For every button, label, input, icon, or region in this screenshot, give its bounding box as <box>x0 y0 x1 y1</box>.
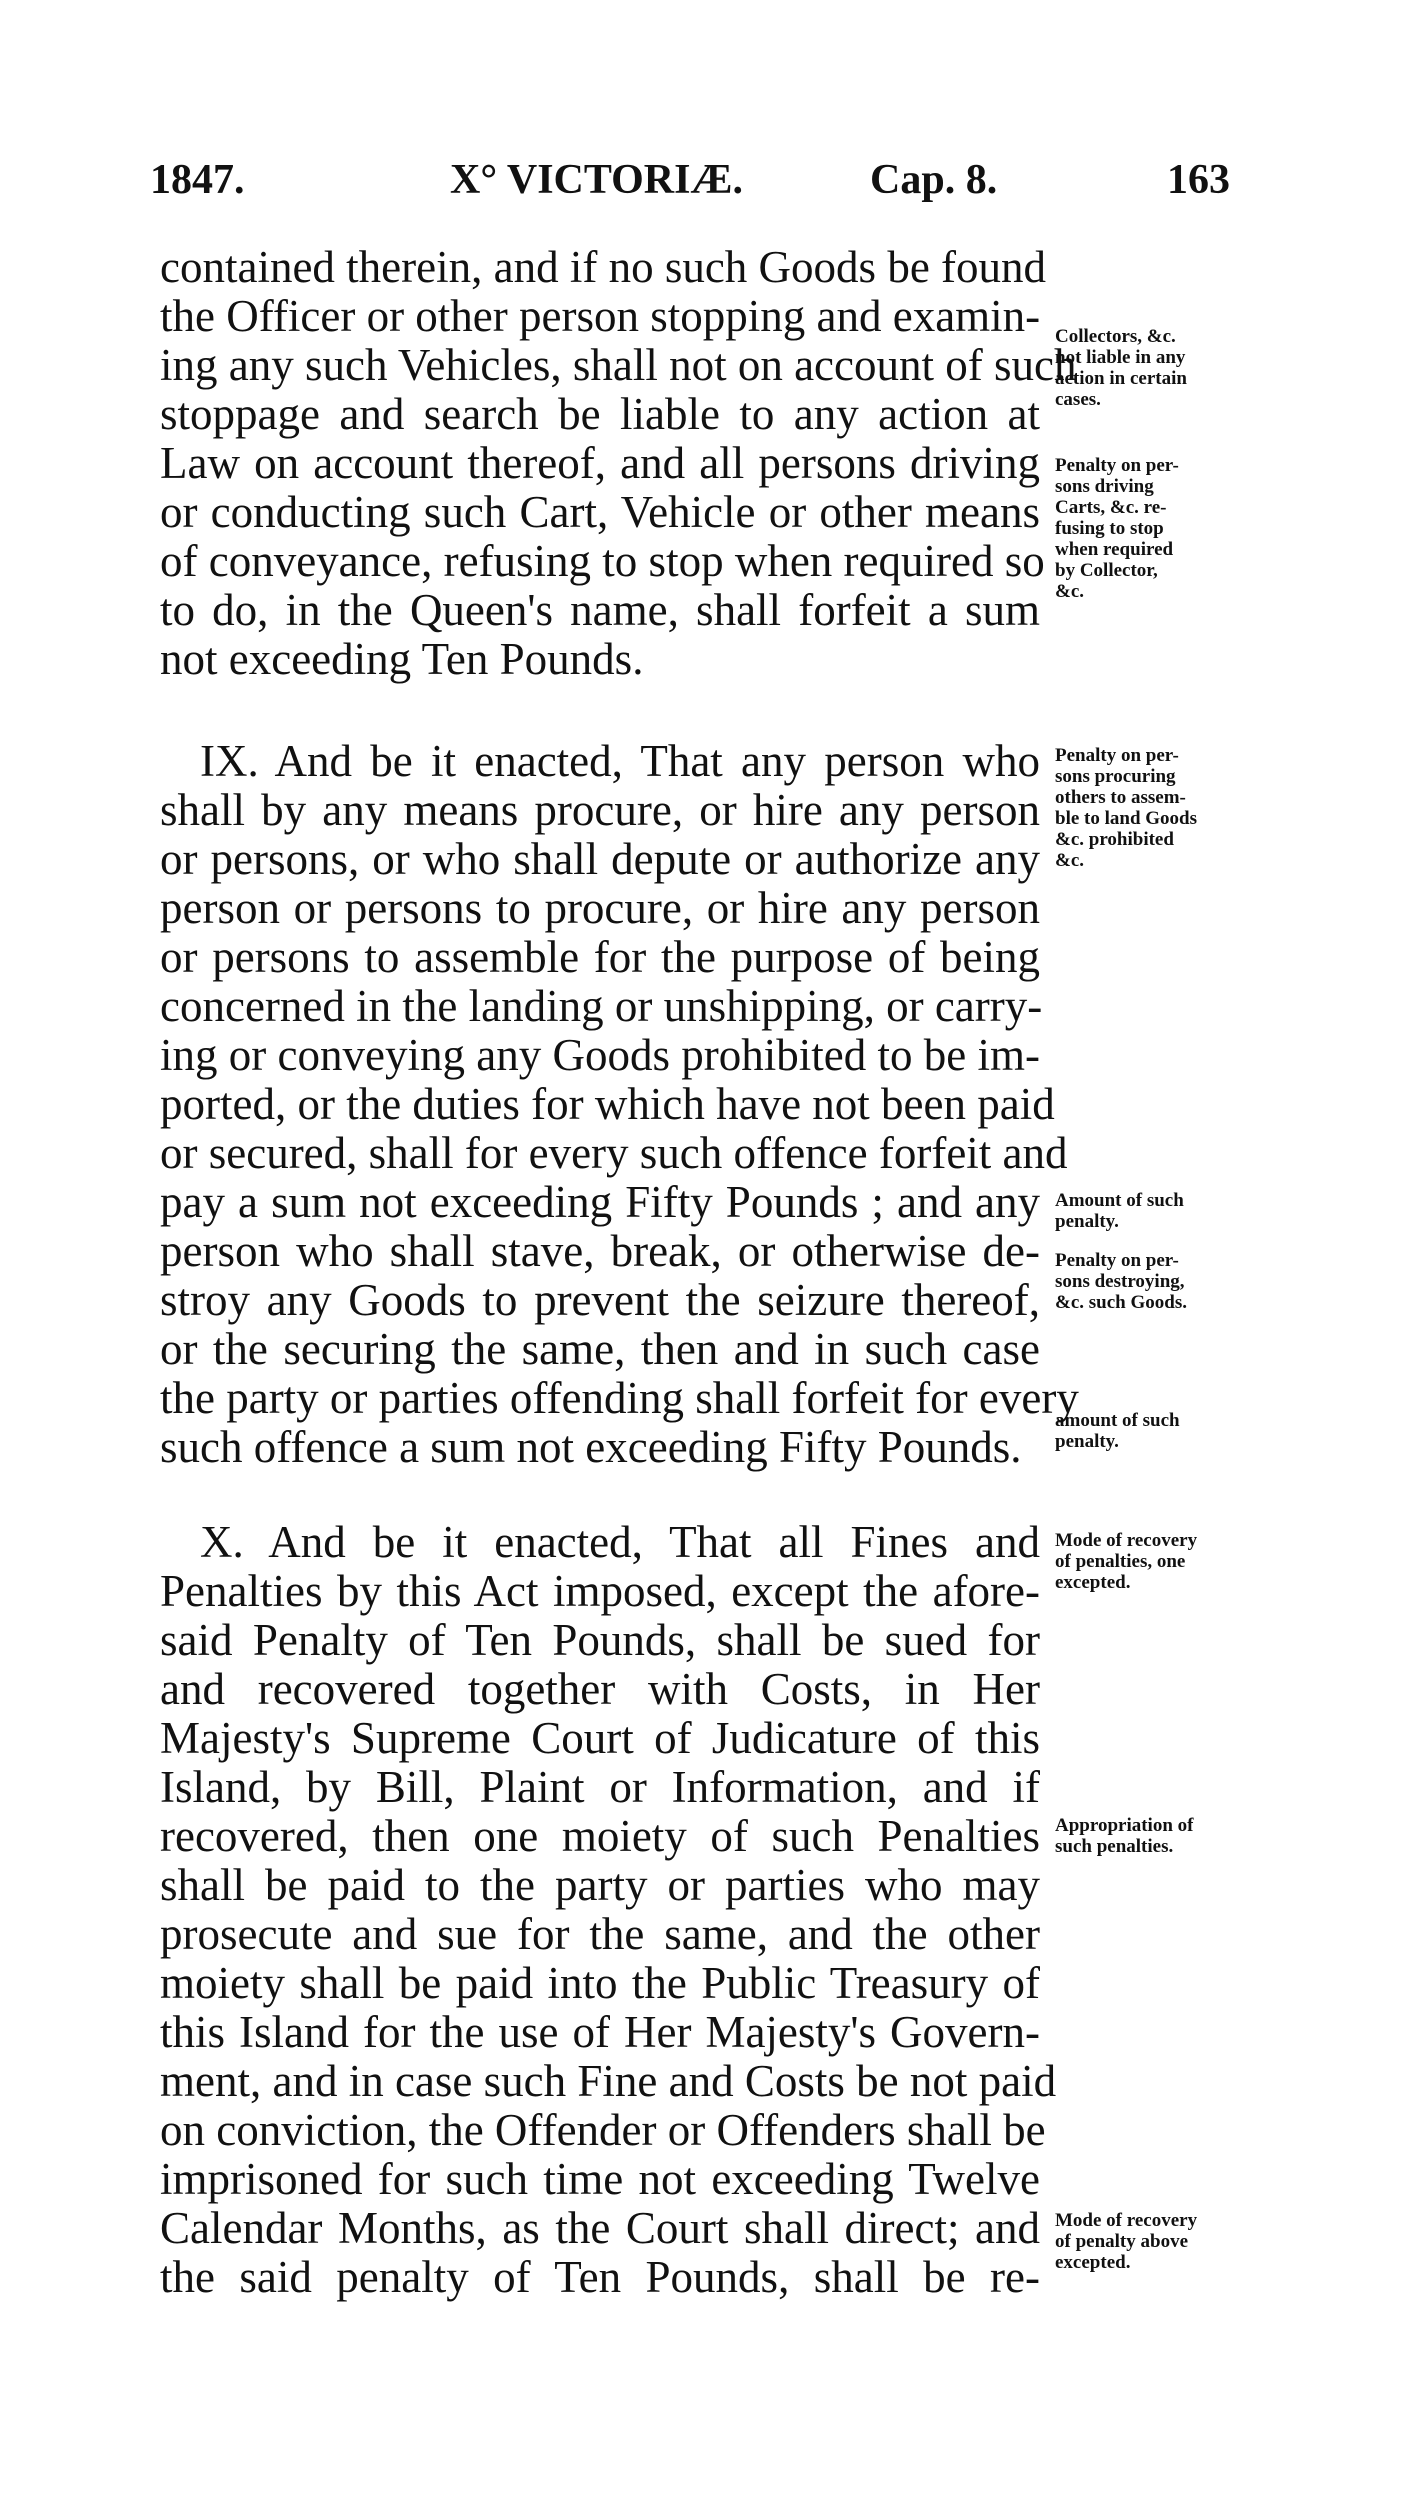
text-line: contained therein, and if no such Goods be found <box>160 242 1047 292</box>
text-line: Penalties by this Act imposed, except the afore- <box>160 1566 1040 1616</box>
text-line: said Penalty of Ten Pounds, shall be sued for <box>160 1615 1040 1665</box>
text-line: recovered, then one moiety of such Penalties <box>160 1811 1040 1861</box>
margin-note-penalty-drivers: Penalty on per- sons driving Carts, &c. re- fusing to stop when required by Collector, &c. <box>1055 455 1179 602</box>
text-line: on conviction, the Offender or Offenders shall be <box>160 2105 1046 2155</box>
margin-note-amount-1: Amount of such penalty. <box>1055 1190 1184 1232</box>
text-line: concerned in the landing or unshipping, or carry- <box>160 981 1043 1031</box>
text-line: pay a sum not exceeding Fifty Pounds ; and any <box>160 1177 1040 1227</box>
text-line: this Island for the use of Her Majesty's Govern- <box>160 2007 1040 2057</box>
text-line: stroy any Goods to prevent the seizure thereof, <box>160 1275 1040 1325</box>
margin-note-mode-recovery: Mode of recovery of penalties, one excepted. <box>1055 1530 1198 1593</box>
header-year: 1847. <box>150 157 245 203</box>
text-line: Law on account thereof, and all persons driving <box>160 438 1040 488</box>
text-line: of conveyance, refusing to stop when required so <box>160 536 1045 586</box>
margin-note-appropriation: Appropriation of such penalties. <box>1055 1815 1194 1857</box>
text-line: IX. And be it enacted, That any person who <box>200 736 1040 786</box>
text-line: the said penalty of Ten Pounds, shall be re- <box>160 2252 1040 2302</box>
text-line: stoppage and search be liable to any action at <box>160 389 1040 439</box>
paragraph-continuation <box>160 242 1077 684</box>
margin-note-penalty-procuring: Penalty on per- sons procuring others to assem- ble to land Goods &c. prohibited &c. <box>1055 745 1198 871</box>
page-number: 163 <box>1167 157 1230 203</box>
text-line: ported, or the duties for which have not been paid <box>160 1079 1055 1129</box>
text-line: ment, and in case such Fine and Costs be not paid <box>160 2056 1057 2106</box>
text-line: or persons to assemble for the purpose of being <box>160 932 1040 982</box>
text-line: or the securing the same, then and in such case <box>160 1324 1040 1374</box>
text-line: the Officer or other person stopping and examin- <box>160 291 1041 341</box>
margin-note-amount-2: amount of such penalty. <box>1055 1410 1180 1452</box>
header-title: X° VICTORIÆ. <box>450 157 743 203</box>
section-x <box>160 1517 1057 2302</box>
text-line: to do, in the Queen's name, shall forfeit a sum <box>160 585 1040 635</box>
text-line: moiety shall be paid into the Public Treasury of <box>160 1958 1040 2008</box>
text-line: Majesty's Supreme Court of Judicature of this <box>160 1713 1040 1763</box>
text-line: prosecute and sue for the same, and the other <box>160 1909 1040 1959</box>
text-line: Calendar Months, as the Court shall direct; and <box>160 2203 1040 2253</box>
text-line: shall be paid to the party or parties who may <box>160 1860 1040 1910</box>
text-line: and recovered together with Costs, in Her <box>160 1664 1040 1714</box>
text-line: or conducting such Cart, Vehicle or other means <box>160 487 1040 537</box>
text-line: person or persons to procure, or hire any person <box>160 883 1040 933</box>
text-line: X. And be it enacted, That all Fines and <box>200 1517 1040 1567</box>
text-line: the party or parties offending shall forfeit for every <box>160 1373 1079 1423</box>
text-line: not exceeding Ten Pounds. <box>160 634 644 684</box>
margin-note-mode-recovery-above: Mode of recovery of penalty above excepted. <box>1055 2210 1198 2273</box>
text-line: or persons, or who shall depute or authorize any <box>160 834 1040 884</box>
text-line: ing any such Vehicles, shall not on account of such <box>160 340 1077 390</box>
text-line: shall by any means procure, or hire any person <box>160 785 1040 835</box>
text-line: person who shall stave, break, or otherwise de- <box>160 1226 1040 1276</box>
text-line: Island, by Bill, Plaint or Information, and if <box>160 1762 1040 1812</box>
header-chapter: Cap. 8. <box>870 157 998 203</box>
text-line: imprisoned for such time not exceeding Twelve <box>160 2154 1040 2204</box>
text-line: such offence a sum not exceeding Fifty Pounds. <box>160 1422 1022 1472</box>
section-ix <box>160 736 1079 1472</box>
running-header <box>150 150 1230 210</box>
text-line: ing or conveying any Goods prohibited to be im- <box>160 1030 1040 1080</box>
margin-note-collectors: Collectors, &c. not liable in any action in certain cases. <box>1055 326 1187 410</box>
text-line: or secured, shall for every such offence forfeit and <box>160 1128 1068 1178</box>
margin-note-penalty-destroying: Penalty on per- sons destroying, &c. such Goods. <box>1055 1250 1187 1313</box>
